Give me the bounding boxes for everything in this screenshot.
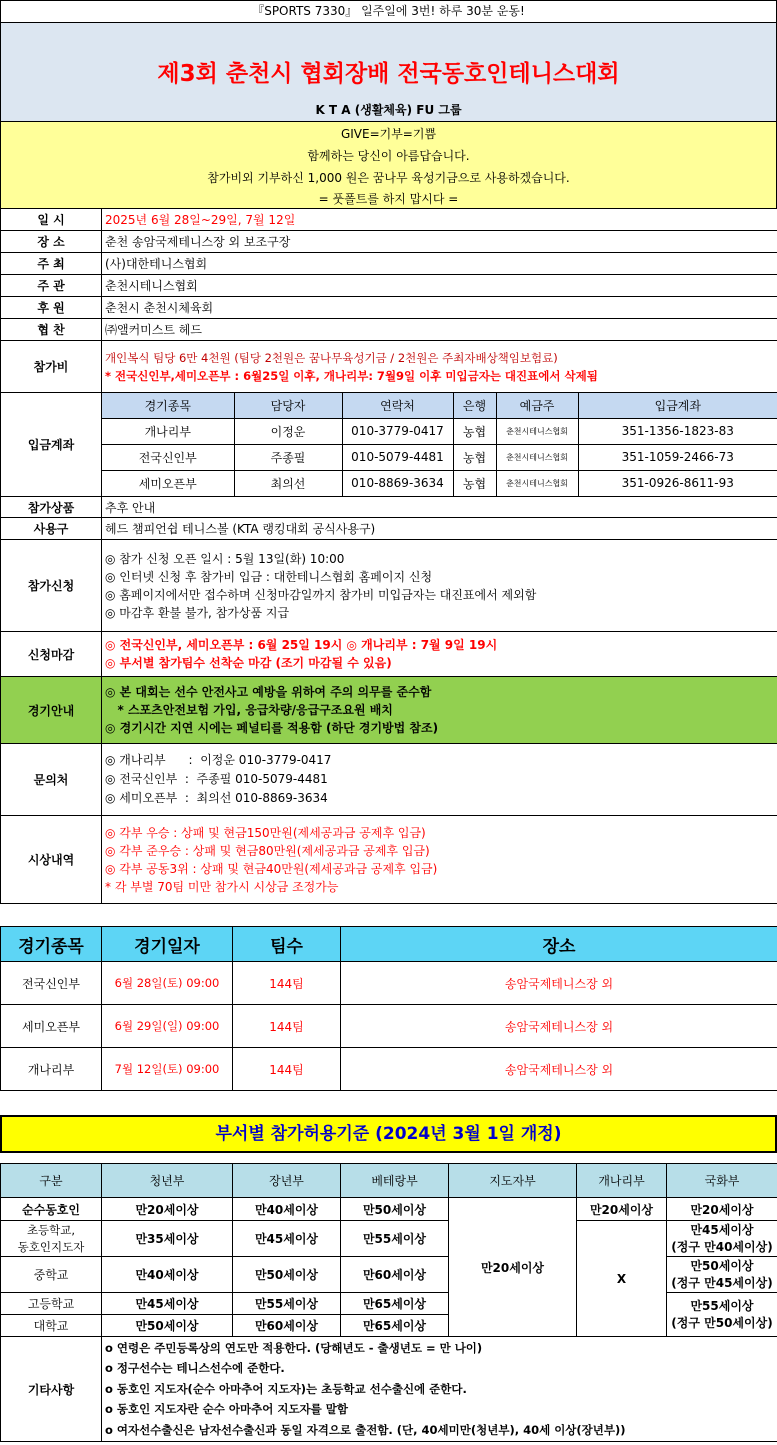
top-header: [0, 0, 777, 122]
notes-line: o 동호인 지도자(순수 아마추어 지도자)는 초등학교 선수출신에 준한다.: [105, 1381, 467, 1396]
schedule-teams: 144팀: [233, 962, 341, 1005]
deposit-cell-manager: 주종필: [234, 444, 342, 470]
deposit-cell: [102, 393, 777, 497]
eligibility-category: 고등학교: [1, 1293, 102, 1315]
eligibility-youth: 만40세이상: [102, 1257, 233, 1293]
fee-warning: * 전국신인부,세미오픈부 : 6월25일 이후, 개나리부: 7월9일 이후 미입금자는 대진표에서 삭제됨: [105, 368, 598, 383]
deposit-cell-bank: 농협: [453, 444, 496, 470]
eligibility-header: 개나리부: [577, 1164, 667, 1198]
eligibility-gukhwa: 만55세이상 (정구 만50세이상): [667, 1293, 777, 1337]
date-value: 2025년 6월 28일~29일, 7월 12일: [102, 209, 777, 231]
slogan: 『SPORTS 7330』 일주일에 3번! 하루 30분 운동!: [1, 1, 776, 23]
notice-line: 참가비외 기부하신 1,000 원은 꿈나무 육성기금으로 사용하겠습니다.: [207, 171, 570, 185]
guide-label: 경기안내: [1, 677, 102, 744]
eligibility-senior: 만60세이상: [233, 1315, 341, 1337]
guide-line: * 스포츠안전보험 가입, 응급차량/응급구조요원 배치: [105, 703, 393, 717]
eligibility-veteran: 만60세이상: [341, 1257, 449, 1293]
eligibility-youth: 만50세이상: [102, 1315, 233, 1337]
eligibility-row: [1, 1221, 777, 1257]
eligibility-gukhwa: 만50세이상 (정구 만45세이상): [667, 1257, 777, 1293]
schedule-row: [1, 962, 777, 1005]
schedule-teams: 144팀: [233, 1048, 341, 1091]
deposit-header: 입금계좌: [578, 393, 777, 418]
schedule-header: 경기종목: [1, 927, 102, 962]
eligibility-gukhwa: 만45세이상 (정구 만40세이상): [667, 1221, 777, 1257]
fee-label: 참가비: [1, 341, 102, 393]
deposit-cell-division: 개나리부: [102, 418, 234, 444]
eligibility-senior: 만55세이상: [233, 1293, 341, 1315]
deposit-cell-holder: 춘천시테니스협회: [496, 418, 578, 444]
deadline-line: ◎ 전국신인부, 세미오픈부 : 6월 25일 19시 ◎ 개나리부 : 7월 9일 19시: [105, 638, 498, 652]
support-value: ㈜앨커미스트 헤드: [102, 319, 777, 341]
ball-label: 사용구: [1, 518, 102, 540]
eligibility-header: 구분: [1, 1164, 102, 1198]
host-label: 주 최: [1, 253, 102, 275]
eligibility-senior: 만45세이상: [233, 1221, 341, 1257]
deposit-cell-manager: 이정운: [234, 418, 342, 444]
eligibility-header: 청년부: [102, 1164, 233, 1198]
host-value: (사)대한테니스협회: [102, 253, 777, 275]
deposit-cell-account: 351-1356-1823-83: [578, 418, 777, 444]
schedule-row: [1, 1048, 777, 1091]
guide-value: [102, 677, 777, 744]
info-table: [0, 208, 777, 904]
eligibility-veteran: 만65세이상: [341, 1293, 449, 1315]
apply-label: 참가신청: [1, 540, 102, 632]
deposit-label: 입금계좌: [1, 393, 102, 497]
notice-line: GIVE=기부=기쁨: [340, 127, 437, 141]
deposit-cell-manager: 최의선: [234, 470, 342, 496]
apply-line: ◎ 홈페이지에서만 접수하며 신청마감일까지 참가비 미입금자는 대진표에서 제외함: [105, 587, 537, 602]
eligibility-category: 순수동호인: [1, 1198, 102, 1221]
deposit-header: 은행: [453, 393, 496, 418]
guide-line: ◎ 경기시간 지연 시에는 페널티를 적용함 (하단 경기방법 참조): [105, 721, 439, 735]
notice-box: [0, 121, 777, 209]
notes-label: 기타사항: [1, 1337, 102, 1442]
eligibility-category: 대학교: [1, 1315, 102, 1337]
schedule-header: 팀수: [233, 927, 341, 962]
schedule-division: 전국신인부: [1, 962, 102, 1005]
deposit-header: 경기종목: [102, 393, 234, 418]
fee-line: 개인복식 팀당 6만 4천원 (팀당 2천원은 꿈나무육성기금 / 2천원은 주최자배상책임보험료): [105, 350, 558, 365]
deadline-label: 신청마감: [1, 632, 102, 677]
venue-value: 춘천 송암국제테니스장 외 보조구장: [102, 231, 777, 253]
eligibility-youth: 만45세이상: [102, 1293, 233, 1315]
eligibility-header: 장년부: [233, 1164, 341, 1198]
venue-label: 장 소: [1, 231, 102, 253]
schedule-venue: 송암국제테니스장 외: [341, 1048, 777, 1091]
notes-line: o 동호인 지도자란 순수 아마추어 지도자를 말함: [105, 1402, 348, 1417]
awards-label: 시상내역: [1, 816, 102, 904]
eligibility-veteran: 만55세이상: [341, 1221, 449, 1257]
apply-value: [102, 540, 777, 632]
apply-line: ◎ 인터넷 신청 후 참가비 입금 : 대한테니스협회 홈페이지 신청: [105, 569, 433, 584]
eligibility-coach: 만20세이상: [449, 1198, 577, 1337]
contact-line: ◎ 개나리부 : 이정운 010-3779-0417: [105, 753, 332, 767]
eligibility-row: [1, 1198, 777, 1221]
deposit-cell-holder: 춘천시테니스협회: [496, 444, 578, 470]
schedule-header: 경기일자: [102, 927, 233, 962]
prize-goods-label: 참가상품: [1, 497, 102, 518]
notes-line: o 여자선수출신은 남자선수출신과 동일 자격으로 출전함. (단, 40세미만(청년부), 40세 이상(장년부)): [105, 1422, 626, 1437]
deposit-cell-account: 351-0926-8611-93: [578, 470, 777, 496]
eligibility-gaenari-x: X: [577, 1221, 667, 1337]
eligibility-gaenari: 만20세이상: [577, 1198, 667, 1221]
deposit-cell-division: 세미오픈부: [102, 470, 234, 496]
awards-line: * 각 부별 70팀 미만 참가시 시상금 조정가능: [105, 879, 339, 894]
notice-line: 함께하는 당신이 아름답습니다.: [307, 149, 470, 163]
schedule-division: 세미오픈부: [1, 1005, 102, 1048]
contact-line: ◎ 세미오픈부 : 최의선 010-8869-3634: [105, 791, 328, 805]
deposit-row: [102, 444, 777, 470]
organizer-label: 주 관: [1, 275, 102, 297]
prize-goods-value: 추후 안내: [102, 497, 777, 518]
eligibility-category: 초등학교, 동호인지도자: [1, 1221, 102, 1257]
deposit-cell-phone: 010-8869-3634: [342, 470, 453, 496]
deadline-value: [102, 632, 777, 677]
organizer-value: 춘천시테니스협회: [102, 275, 777, 297]
deposit-cell-bank: 농협: [453, 418, 496, 444]
eligibility-header: 베테랑부: [341, 1164, 449, 1198]
schedule-date: 6월 28일(토) 09:00: [102, 962, 233, 1005]
deposit-table: [102, 393, 777, 496]
awards-value: [102, 816, 777, 904]
deposit-cell-bank: 농협: [453, 470, 496, 496]
schedule-venue: 송암국제테니스장 외: [341, 1005, 777, 1048]
apply-line: ◎ 마감후 환불 불가, 참가상품 지급: [105, 605, 290, 620]
sponsor-value: 춘천시 춘천시체육회: [102, 297, 777, 319]
notes-line: o 정구선수는 테니스선수에 준한다.: [105, 1361, 285, 1376]
apply-line: ◎ 참가 신청 오픈 일시 : 5월 13일(화) 10:00: [105, 551, 345, 566]
deadline-line: ◎ 부서별 참가팀수 선착순 마감 (조기 마감될 수 있음): [105, 656, 392, 670]
eligibility-gukhwa: 만20세이상: [667, 1198, 777, 1221]
awards-line: ◎ 각부 공동3위 : 상패 및 현금40만원(제세공과금 공제후 입금): [105, 861, 438, 876]
deposit-row: [102, 470, 777, 496]
date-label: 일 시: [1, 209, 102, 231]
eligibility-senior: 만50세이상: [233, 1257, 341, 1293]
guide-line: ◎ 본 대회는 선수 안전사고 예방을 위하여 주의 의무를 준수함: [105, 685, 432, 699]
contact-label: 문의처: [1, 744, 102, 816]
schedule-teams: 144팀: [233, 1005, 341, 1048]
eligibility-youth: 만35세이상: [102, 1221, 233, 1257]
notes-line: o 연령은 주민등록상의 연도만 적용한다. (당해년도 - 출생년도 = 만 나이): [105, 1340, 483, 1355]
eligibility-table: [0, 1163, 777, 1442]
support-label: 협 찬: [1, 319, 102, 341]
eligibility-veteran: 만50세이상: [341, 1198, 449, 1221]
notice-line: = 풋폴트를 하지 맙시다 =: [318, 192, 459, 206]
schedule-venue: 송암국제테니스장 외: [341, 962, 777, 1005]
schedule-date: 7월 12일(토) 09:00: [102, 1048, 233, 1091]
contact-line: ◎ 전국신인부 : 주종필 010-5079-4481: [105, 772, 328, 786]
deposit-cell-phone: 010-3779-0417: [342, 418, 453, 444]
deposit-header: 예금주: [496, 393, 578, 418]
eligibility-youth: 만20세이상: [102, 1198, 233, 1221]
eligibility-veteran: 만65세이상: [341, 1315, 449, 1337]
page-subtitle: K T A (생활체육) FU 그룹: [315, 103, 462, 117]
deposit-cell-holder: 춘천시테니스협회: [496, 470, 578, 496]
eligibility-title: 부서별 참가허용기준 (2024년 3월 1일 개정): [0, 1115, 777, 1153]
fee-value: [102, 341, 777, 393]
schedule-table: [0, 926, 777, 1091]
ball-value: 헤드 챔피언쉽 테니스볼 (KTA 랭킹대회 공식사용구): [102, 518, 777, 540]
schedule-header: 장소: [341, 927, 777, 962]
deposit-header: 연락처: [342, 393, 453, 418]
deposit-cell-phone: 010-5079-4481: [342, 444, 453, 470]
deposit-row: [102, 418, 777, 444]
deposit-cell-account: 351-1059-2466-73: [578, 444, 777, 470]
schedule-division: 개나리부: [1, 1048, 102, 1091]
awards-line: ◎ 각부 준우승 : 상패 및 현금80만원(제세공과금 공제후 입금): [105, 843, 430, 858]
page-title: 제3회 춘천시 협회장배 전국동호인테니스대회: [157, 61, 620, 87]
awards-line: ◎ 각부 우승 : 상패 및 현금150만원(제세공과금 공제후 입금): [105, 825, 426, 840]
deposit-cell-division: 전국신인부: [102, 444, 234, 470]
eligibility-header: 지도자부: [449, 1164, 577, 1198]
eligibility-category: 중학교: [1, 1257, 102, 1293]
deposit-header: 담당자: [234, 393, 342, 418]
eligibility-header: 국화부: [667, 1164, 777, 1198]
eligibility-senior: 만40세이상: [233, 1198, 341, 1221]
notes-value: [102, 1337, 777, 1442]
schedule-date: 6월 29일(일) 09:00: [102, 1005, 233, 1048]
sponsor-label: 후 원: [1, 297, 102, 319]
contact-value: [102, 744, 777, 816]
schedule-row: [1, 1005, 777, 1048]
